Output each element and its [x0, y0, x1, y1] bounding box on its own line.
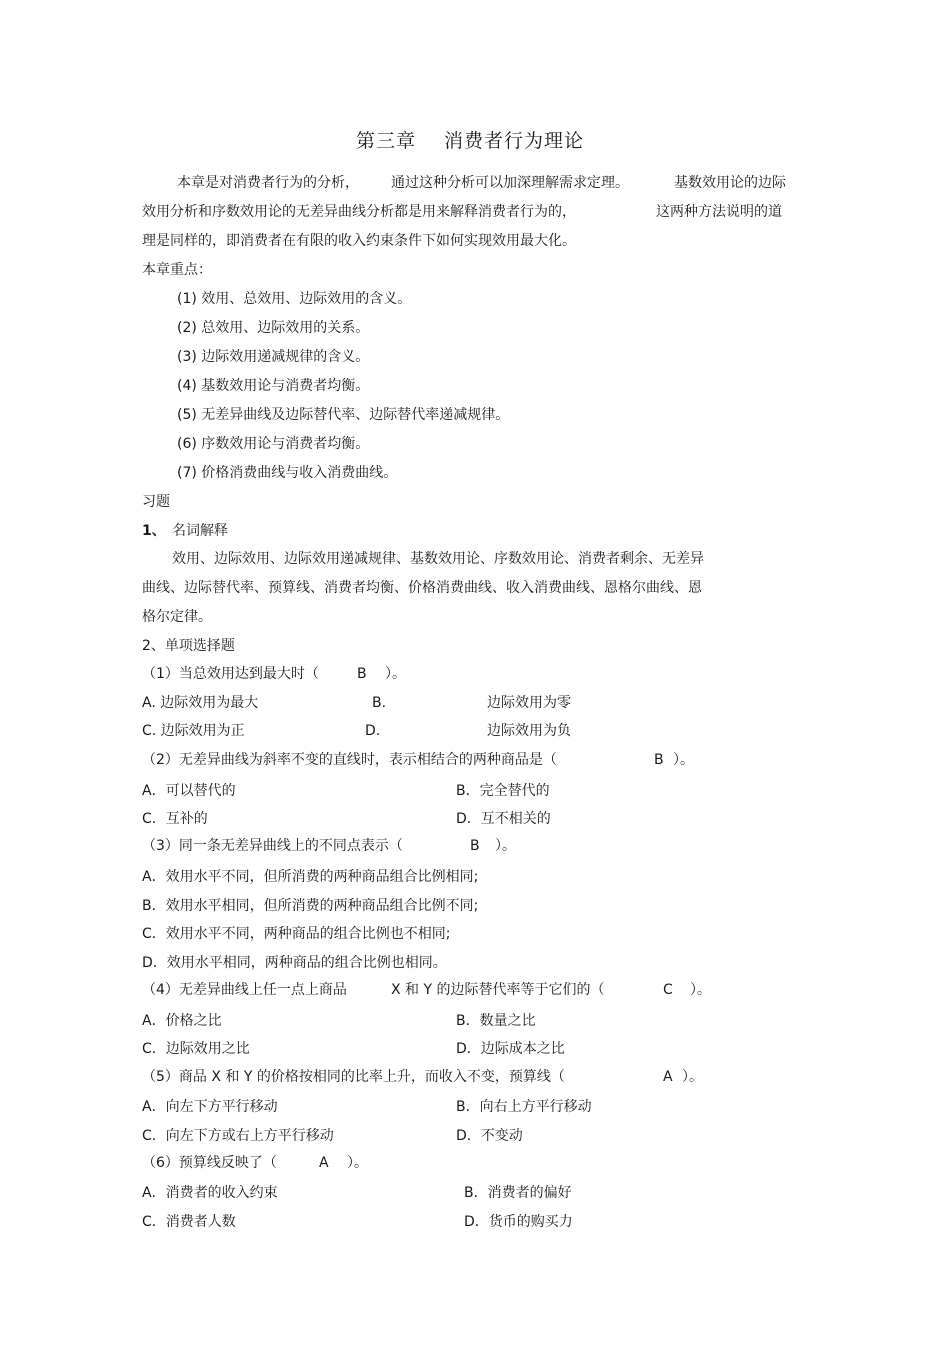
question-end: ）。: [690, 982, 711, 998]
option-a: A．效用水平不同，但所消费的两种商品组合比例相同;: [142, 869, 479, 885]
option-a: A．价格之比: [142, 1013, 222, 1029]
question-end: ）。: [495, 838, 516, 854]
option-c: C. 边际效用为正: [142, 723, 245, 739]
option-b: B．效用水平相同，但所消费的两种商品组合比例不同;: [142, 898, 479, 914]
intro-text: 基数效用论的边际: [674, 175, 786, 191]
exercises-heading: 习题: [142, 494, 170, 510]
question-stem: （3）同一条无差异曲线上的不同点表示（: [142, 838, 403, 854]
option-b: 边际效用为零: [487, 695, 571, 711]
section-title: 名词解释: [172, 523, 228, 539]
section-title: 2、单项选择题: [142, 638, 235, 654]
option-b-label: B.: [372, 695, 387, 711]
option-b: B．数量之比: [456, 1013, 536, 1029]
option-c: C．效用水平不同，两种商品的组合比例也不相同;: [142, 926, 451, 942]
option-d: D．效用水平相同，两种商品的组合比例也相同。: [142, 955, 447, 971]
option-c: C．消费者人数: [142, 1214, 236, 1230]
option-c: C．互补的: [142, 811, 208, 827]
intro-text: 这两种方法说明的道: [656, 204, 782, 220]
question-end: ）。: [385, 666, 406, 682]
question-stem: （5）商品 X 和 Y 的价格按相同的比率上升，而收入不变，预算线（: [142, 1069, 565, 1085]
intro-text: 理是同样的，即消费者在有限的收入约束条件下如何实现效用最大化。: [142, 233, 576, 249]
question-end: ）。: [682, 1069, 703, 1085]
focus-item: (4) 基数效用论与消费者均衡。: [177, 378, 370, 394]
question-stem: （1）当总效用达到最大时（: [142, 666, 319, 682]
question-answer: B: [470, 838, 480, 854]
glossary-text: 曲线、边际替代率、预算线、消费者均衡、价格消费曲线、收入消费曲线、恩格尔曲线、恩: [142, 580, 702, 596]
question-answer: A: [663, 1069, 673, 1085]
intro-text: 通过这种分析可以加深理解需求定理。: [391, 175, 629, 191]
question-answer: C: [663, 982, 673, 998]
option-d-label: D.: [365, 723, 381, 739]
question-end: ）。: [347, 1155, 368, 1171]
option-a: A．可以替代的: [142, 783, 236, 799]
question-end: ）。: [673, 752, 694, 768]
option-a: A．消费者的收入约束: [142, 1185, 278, 1201]
option-c: C．边际效用之比: [142, 1041, 250, 1057]
focus-heading: 本章重点：: [142, 262, 212, 278]
focus-item: (1) 效用、总效用、边际效用的含义。: [177, 291, 412, 307]
question-answer: B: [357, 666, 367, 682]
question-stem: （2）无差异曲线为斜率不变的直线时，表示相结合的两种商品是（: [142, 752, 557, 768]
focus-item: (6) 序数效用论与消费者均衡。: [177, 436, 370, 452]
intro-text: 本章是对消费者行为的分析，: [177, 175, 359, 191]
option-b: B．消费者的偏好: [464, 1185, 572, 1201]
focus-item: (3) 边际效用递减规律的含义。: [177, 349, 370, 365]
glossary-text: 格尔定律。: [142, 609, 212, 625]
glossary-text: 效用、边际效用、边际效用递减规律、基数效用论、序数效用论、消费者剩余、无差异: [172, 551, 704, 567]
option-d: D．互不相关的: [456, 811, 551, 827]
option-d: D．货币的购买力: [464, 1214, 573, 1230]
option-d: D．不变动: [456, 1128, 523, 1144]
chapter-number: 第三章: [356, 130, 417, 152]
intro-text: 效用分析和序数效用论的无差异曲线分析都是用来解释消费者行为的，: [142, 204, 576, 220]
focus-item: (7) 价格消费曲线与收入消费曲线。: [177, 465, 398, 481]
option-d: 边际效用为负: [487, 723, 571, 739]
focus-item: (2) 总效用、边际效用的关系。: [177, 320, 370, 336]
option-b: B．完全替代的: [456, 783, 550, 799]
question-stem-cont: X 和 Y 的边际替代率等于它们的（: [391, 982, 605, 998]
question-answer: B: [654, 752, 664, 768]
option-d: D．边际成本之比: [456, 1041, 565, 1057]
option-c: C．向左下方或右上方平行移动: [142, 1128, 334, 1144]
focus-item: (5) 无差异曲线及边际替代率、边际替代率递减规律。: [177, 407, 510, 423]
option-a: A．向左下方平行移动: [142, 1099, 278, 1115]
chapter-title: 消费者行为理论: [444, 130, 585, 152]
section-number: 1、: [142, 523, 166, 539]
question-stem: （4）无差异曲线上任一点上商品: [142, 982, 347, 998]
question-answer: A: [319, 1155, 329, 1171]
question-stem: （6）预算线反映了（: [142, 1155, 277, 1171]
option-b: B．向右上方平行移动: [456, 1099, 592, 1115]
option-a: A. 边际效用为最大: [142, 695, 259, 711]
